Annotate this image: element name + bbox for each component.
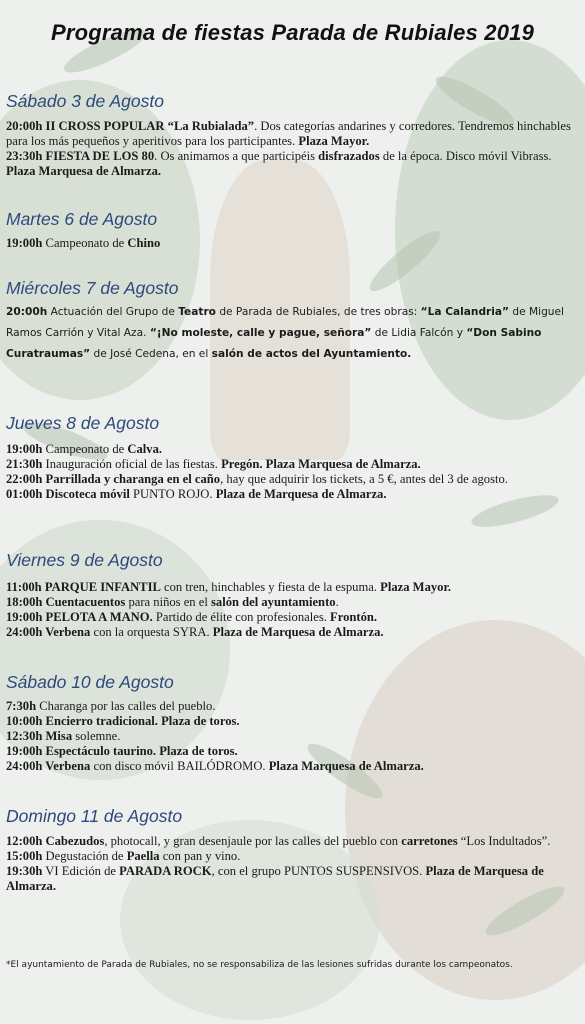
event-text-bold: Calva.: [127, 442, 163, 456]
event-text-bold: “¡No moleste, calle y pague, señora”: [149, 327, 372, 339]
event-time: 24:00h: [6, 625, 43, 639]
event-time: 24:00h: [6, 759, 43, 773]
event-line: [6, 699, 574, 714]
day-events-viernes-9: [6, 580, 574, 640]
event-line: [6, 442, 574, 457]
event-time: 20:00h: [6, 306, 48, 318]
day-heading-jueves-8: Jueves 8 de Agosto: [6, 413, 160, 433]
event-text-bold: Discoteca móvil: [42, 487, 133, 501]
event-time: 21:30h: [6, 457, 43, 471]
event-line: [6, 714, 574, 729]
day-events-jueves-8: [6, 442, 574, 502]
event-text: Inauguración oficial de las fiestas.: [42, 457, 222, 471]
day-events-sabado-10: [6, 699, 574, 774]
event-line: [6, 595, 574, 610]
event-text: . Os animamos a que participéis: [154, 149, 319, 163]
event-text: . Dos categorías andarines y corredores. Tendremos hinchables para los más pequeños y aperitivos para los participantes.: [6, 119, 571, 148]
event-text-bold: Encierro tradicional. Plaza de toros.: [42, 714, 240, 728]
page-title: Programa de fiestas Parada de Rubiales 2019: [50, 20, 535, 45]
event-text-bold: Parrillada y charanga en el caño: [42, 472, 221, 486]
event-text: Degustación de: [42, 849, 127, 863]
event-line: [6, 625, 574, 640]
event-text-bold: Plaza Mayor.: [380, 580, 452, 594]
event-text: de Lidia Falcón y: [371, 327, 467, 339]
disclaimer-note: *El ayuntamiento de Parada de Rubiales, no se responsabiliza de las lesiones sufridas durante los campeonatos.: [6, 960, 513, 970]
event-text-bold: “La Calandria”: [420, 306, 510, 318]
event-text-bold: PARADA ROCK: [119, 864, 212, 878]
day-heading-sabado-3: Sábado 3 de Agosto: [6, 91, 164, 111]
event-text-bold: Espectáculo taurino. Plaza de toros.: [42, 744, 238, 758]
event-text-bold: Plaza Marquesa de Almarza.: [268, 759, 424, 773]
event-text: “Los Indultados”.: [457, 834, 551, 848]
event-time: 23:30h: [6, 149, 43, 163]
event-time: 19:00h: [6, 442, 43, 456]
event-text-bold: “La Rubialada”: [167, 119, 255, 133]
event-text: , hay que adquirir los tickets, a 5 €, antes del 3 de agosto.: [220, 472, 508, 486]
event-time: 11:00h: [6, 580, 42, 594]
event-time: 01:00h: [6, 487, 43, 501]
event-text-bold: II CROSS POPULAR: [42, 119, 168, 133]
event-text-bold: Cabezudos: [42, 834, 105, 848]
day-heading-martes-6: Martes 6 de Agosto: [6, 209, 158, 229]
event-text: .: [335, 595, 339, 609]
event-text-bold: disfrazados: [318, 149, 380, 163]
event-line: [6, 580, 574, 595]
event-time: 10:00h: [6, 714, 43, 728]
event-time: 19:30h: [6, 864, 43, 878]
day-events-miercoles-7: [6, 302, 574, 365]
event-text: para niños en el: [125, 595, 211, 609]
event-text: Actuación del Grupo de: [47, 306, 179, 318]
event-text-bold: Pregón. Plaza Marquesa de Almarza.: [221, 457, 421, 471]
day-heading-viernes-9: Viernes 9 de Agosto: [6, 550, 163, 570]
event-time: 19:00h: [6, 236, 43, 250]
event-time: 20:00h: [6, 119, 43, 133]
event-line: [6, 119, 574, 149]
event-line: [6, 610, 574, 625]
event-text: con tren, hinchables y fiesta de la espuma.: [160, 580, 381, 594]
event-text: de Miguel Ramos Carrión y Vital Aza.: [6, 306, 564, 339]
day-events-sabado-3: [6, 119, 574, 179]
event-line: [6, 472, 574, 487]
event-text: Campeonato de: [42, 442, 128, 456]
event-text-bold: PELOTA A MANO.: [42, 610, 153, 624]
event-text-bold: Misa: [42, 729, 73, 743]
event-text: de José Cedena, en el: [90, 348, 212, 360]
event-time: 19:00h: [6, 744, 43, 758]
event-text-bold: Plaza de Marquesa de Almarza.: [215, 487, 387, 501]
event-text: Campeonato de: [42, 236, 128, 250]
event-time: 22:00h: [6, 472, 43, 486]
event-text: con la orquesta SYRA.: [90, 625, 213, 639]
event-text: , photocall, y gran desenjaule por las calles del pueblo con: [104, 834, 402, 848]
event-text-bold: Paella: [126, 849, 160, 863]
event-text: de Parada de Rubiales, de tres obras:: [215, 306, 421, 318]
event-text-bold: Verbena: [42, 759, 91, 773]
event-text: con disco móvil BAILÓDROMO.: [90, 759, 269, 773]
event-line: [6, 759, 574, 774]
event-text-bold: Teatro: [178, 306, 216, 318]
event-time: 19:00h: [6, 610, 43, 624]
event-text: con pan y vino.: [159, 849, 241, 863]
event-time: 12:00h: [6, 834, 43, 848]
event-text: de la época. Disco móvil Vibrass.: [379, 149, 552, 163]
event-text-bold: carretones: [401, 834, 458, 848]
event-text: VI Edición de: [42, 864, 120, 878]
event-text-bold: Plaza de Marquesa de Almarza.: [6, 864, 544, 893]
event-text: Charanga por las calles del pueblo.: [36, 699, 216, 713]
event-line: [6, 149, 574, 179]
event-text: PUNTO ROJO.: [132, 487, 216, 501]
day-events-domingo-11: [6, 834, 574, 894]
event-time: 12:30h: [6, 729, 43, 743]
event-text-bold: FIESTA DE LOS 80: [42, 149, 155, 163]
event-text-bold: PARQUE INFANTIL: [41, 580, 161, 594]
day-heading-sabado-10: Sábado 10 de Agosto: [6, 672, 174, 692]
event-line: [6, 236, 574, 251]
event-time: 18:00h: [6, 595, 43, 609]
event-text-bold: salón de actos del Ayuntamiento.: [211, 348, 412, 360]
event-text-bold: “Don Sabino Curatraumas”: [6, 327, 542, 360]
event-text: solemne.: [72, 729, 121, 743]
event-time: 15:00h: [6, 849, 43, 863]
event-text-bold: Plaza Mayor.: [298, 134, 370, 148]
day-heading-miercoles-7: Miércoles 7 de Agosto: [6, 278, 179, 298]
event-line: [6, 302, 574, 365]
event-time: 7:30h: [6, 699, 37, 713]
event-line: [6, 457, 574, 472]
day-heading-domingo-11: Domingo 11 de Agosto: [6, 806, 183, 826]
event-text: , con el grupo PUNTOS SUSPENSIVOS.: [211, 864, 426, 878]
event-line: [6, 729, 574, 744]
event-text-bold: Chino: [127, 236, 161, 250]
event-text-bold: Plaza de Marquesa de Almarza.: [212, 625, 384, 639]
event-line: [6, 487, 574, 502]
event-line: [6, 849, 574, 864]
event-line: [6, 834, 574, 849]
event-text-bold: Frontón.: [330, 610, 378, 624]
event-line: [6, 744, 574, 759]
event-line: [6, 864, 574, 894]
event-text-bold: Plaza Marquesa de Almarza.: [6, 164, 162, 178]
event-text-bold: salón del ayuntamiento: [211, 595, 336, 609]
event-text-bold: Cuentacuentos: [42, 595, 126, 609]
event-text: Partido de élite con profesionales.: [152, 610, 331, 624]
day-events-martes-6: [6, 236, 574, 251]
event-text-bold: Verbena: [42, 625, 91, 639]
